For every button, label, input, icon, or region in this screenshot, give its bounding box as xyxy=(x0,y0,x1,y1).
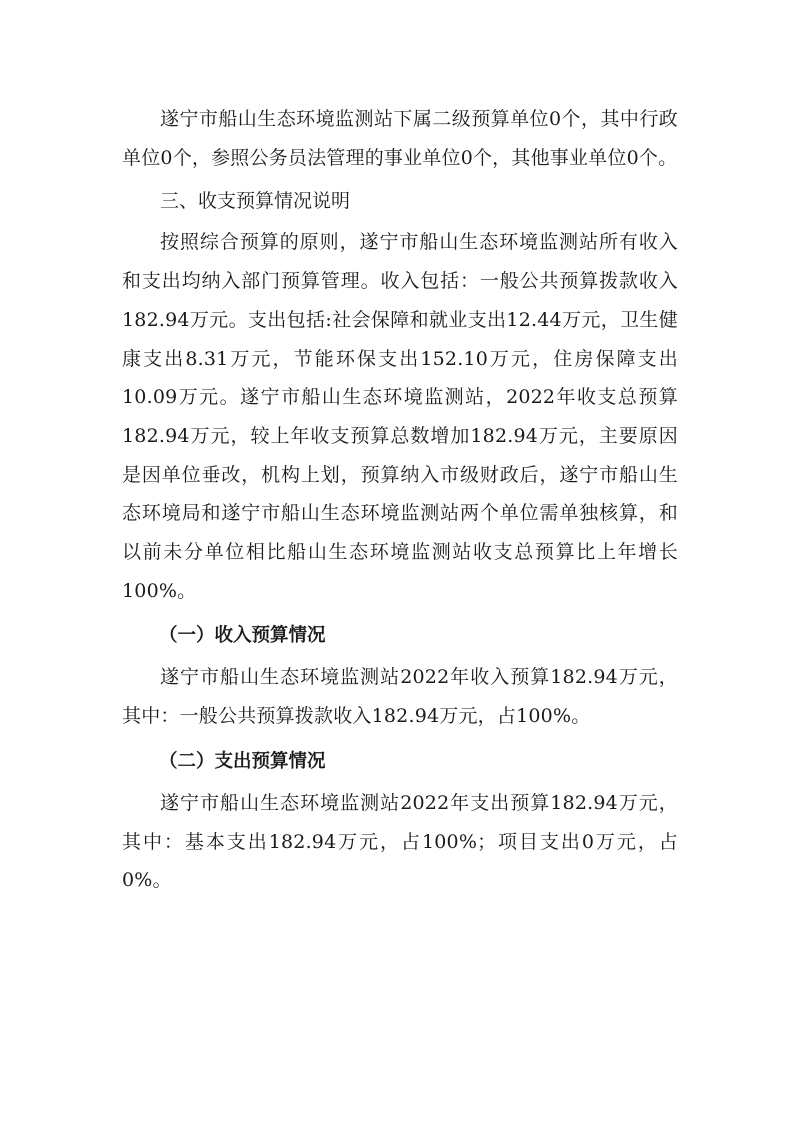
document-body xyxy=(122,100,678,900)
subheading-income-budget: （一）收入预算情况 xyxy=(159,625,326,647)
subheading-expense-budget: （二）支出预算情况 xyxy=(159,750,326,772)
paragraph-income-budget: 遂宁市船山生态环境监测站2022年收入预算182.94万元，其中：一般公共预算拨款收入182.94万元，占100%。 xyxy=(122,666,678,728)
paragraph-expense-budget: 遂宁市船山生态环境监测站2022年支出预算182.94万元，其中：基本支出182.94万元，占100%；项目支出0万元，占0%。 xyxy=(122,791,678,892)
paragraph-subordinate-units: 遂宁市船山生态环境监测站下属二级预算单位0个，其中行政单位0个，参照公务员法管理的事业单位0个，其他事业单位0个。 xyxy=(122,108,678,169)
paragraph-budget-overview: 按照综合预算的原则，遂宁市船山生态环境监测站所有收入和支出均纳入部门预算管理。收入包括：一般公共预算拨款收入182.94万元。支出包括:社会保障和就业支出12.44万元，卫生健康支出8.31万元，节能环保支出152.10万元，住房保障支出10.09万元。遂宁市船山生态环境监测站，2022年收支总预算182.94万元，较上年收支预算总数增加182.94万元，主要原因是因单位垂改，机构上划，预算纳入市级财政后，遂宁市船山生态环境局和遂宁市船山生态环境监测站两个单位需单独核算，和以前未分单位相比船山生态环境监测站收支总预算比上年增长100%。 xyxy=(122,231,678,602)
section-heading-budget-explanation: 三、收支预算情况说明 xyxy=(160,190,351,213)
